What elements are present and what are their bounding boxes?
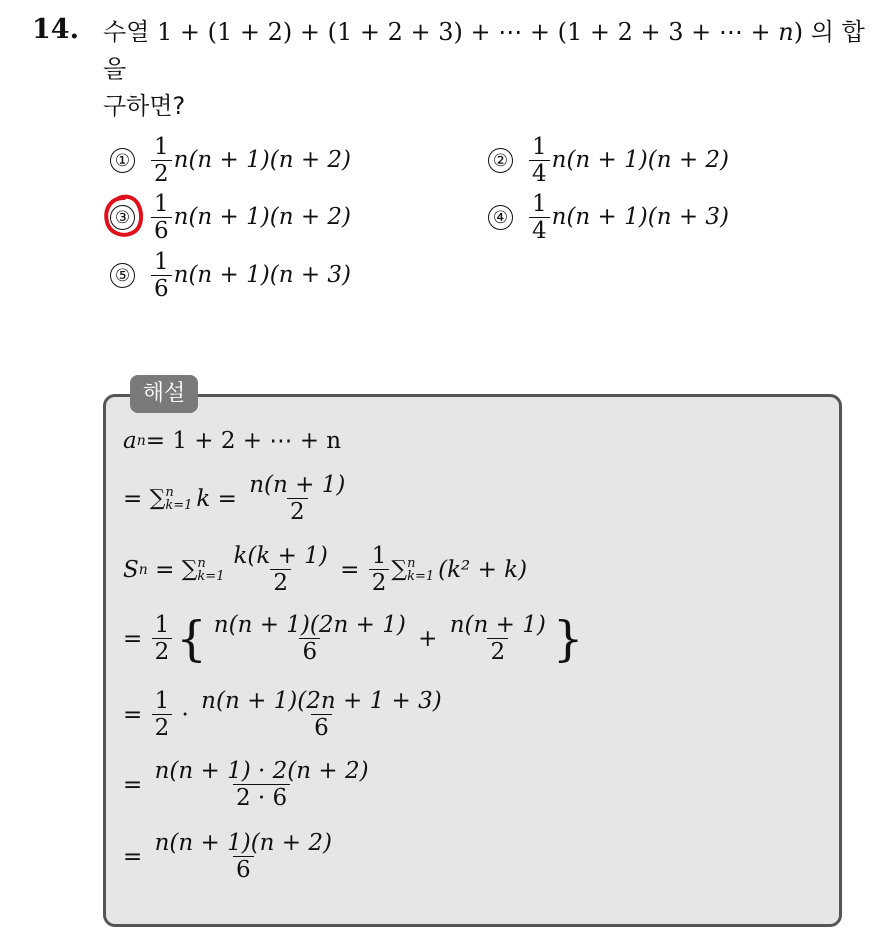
- choice-expression: n(n + 1)(n + 3): [173, 262, 352, 288]
- choice-fraction: $\frac{1}{6}$: [151, 249, 172, 302]
- question-close: ): [793, 18, 804, 46]
- choice-expression: n(n + 1)(n + 3): [551, 204, 730, 230]
- choice-number: ①: [110, 148, 135, 173]
- solution-line-3: S n = ∑ n k=1 $\frac{k(k + 1)}{2}$ = $\frac{1}{2}$ ∑ n k=1 (k² + k): [123, 543, 528, 596]
- choice-expression: n(n + 1)(n + 2): [173, 147, 352, 173]
- choice-5[interactable]: [110, 245, 351, 305]
- question-line2: 구하면?: [103, 92, 186, 120]
- choice-4[interactable]: [488, 187, 729, 247]
- solution-line-1: a n = 1 + 2 + ⋯ + n: [123, 428, 342, 454]
- choice-fraction: $\frac{1}{6}$: [151, 191, 172, 244]
- choice-number: ⑤: [110, 263, 135, 288]
- question-suffix: 의 합을: [103, 18, 865, 83]
- solution-tag: 해설: [130, 375, 198, 413]
- choice-fraction: $\frac{1}{4}$: [529, 134, 550, 187]
- choice-1[interactable]: [110, 130, 351, 190]
- question-number: 14.: [32, 14, 79, 45]
- solution-line-5: = $\frac{1}{2}$ · $\frac{n(n + 1)(2n + 1 + 3)}{6}$: [123, 688, 442, 741]
- choice-number: ③: [110, 205, 135, 230]
- choice-fraction: $\frac{1}{4}$: [529, 191, 550, 244]
- choice-number: ④: [488, 205, 513, 230]
- solution-line-7: = $\frac{n(n + 1)(n + 2)}{6}$: [123, 830, 332, 883]
- solution-line-6: = $\frac{n(n + 1) \cdot 2(n + 2)}{2 \cdot 6}$: [123, 758, 369, 811]
- question-series: 1 + (1 + 2) + (1 + 2 + 3) + ⋯ + (1 + 2 + 3 + ⋯ +: [157, 18, 779, 46]
- choice-fraction: $\frac{1}{2}$: [151, 134, 172, 187]
- solution-line-2: = ∑ n k=1 k = $\frac{n(n + 1)}{2}$: [123, 472, 346, 525]
- question-prefix: 수열: [103, 18, 157, 46]
- choice-number: ②: [488, 148, 513, 173]
- question-text: [103, 14, 873, 125]
- choice-expression: n(n + 1)(n + 2): [173, 204, 352, 230]
- choice-2[interactable]: [488, 130, 729, 190]
- answer-circle-mark-icon: [102, 192, 222, 242]
- choice-expression: n(n + 1)(n + 2): [551, 147, 730, 173]
- question-var-n: n: [778, 18, 794, 46]
- solution-line-4: = $\frac{1}{2}$ { $\frac{n(n + 1)(2n + 1)}{6}$ + $\frac{n(n + 1)}{2}$ }: [123, 610, 584, 667]
